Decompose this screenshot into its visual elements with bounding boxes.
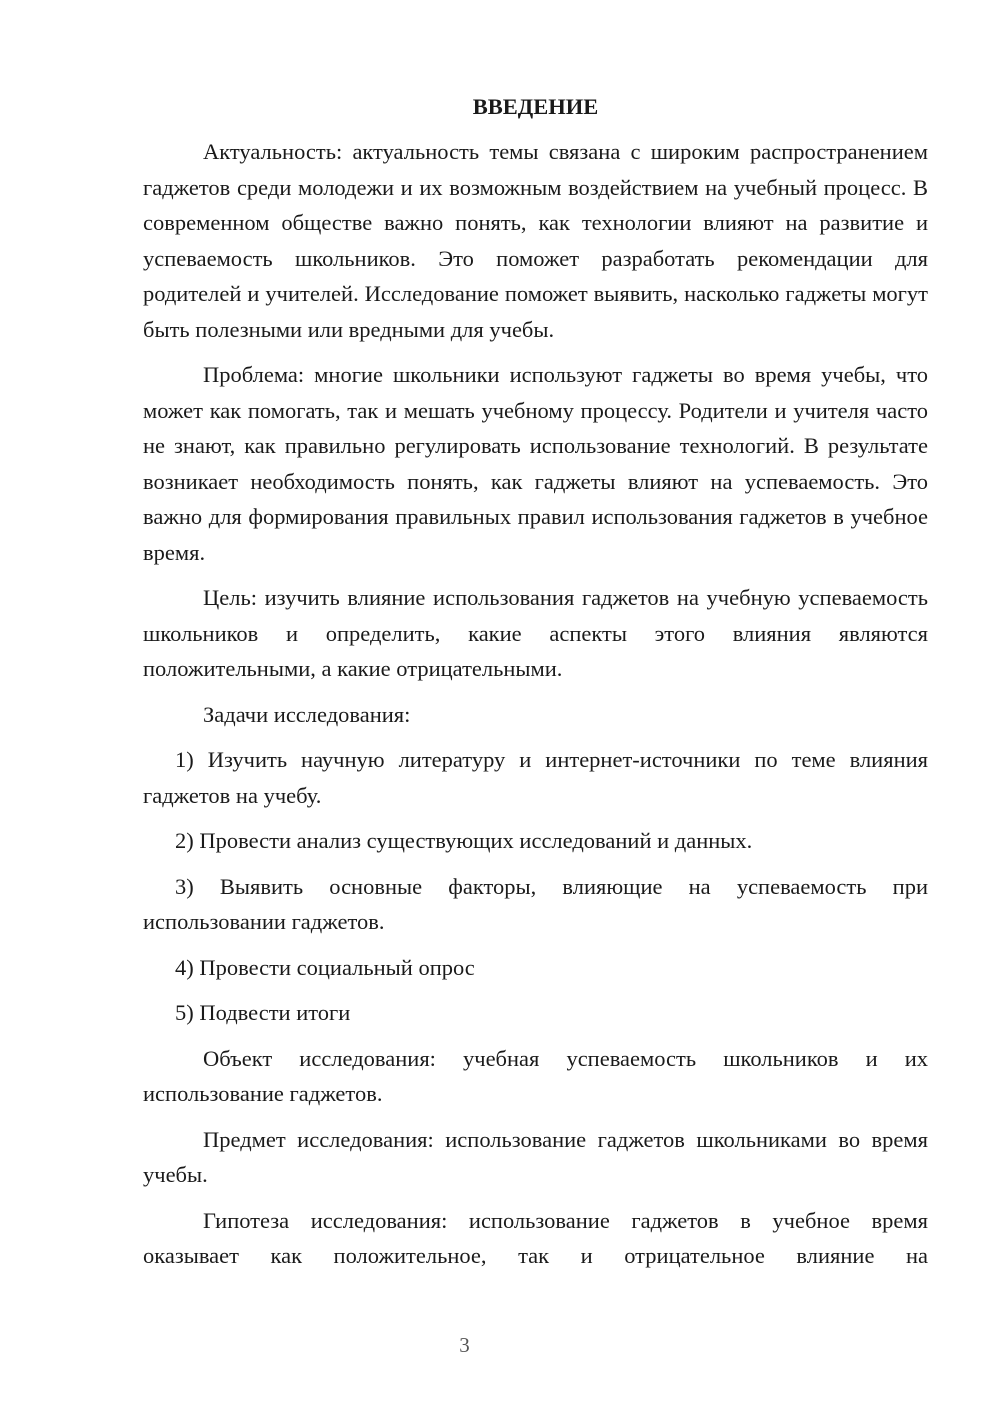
task-item-3: 3) Выявить основные факторы, влияющие на успеваемость при использовании гаджетов. [143,873,928,934]
task-item-5: 5) Подвести итоги [175,1000,351,1025]
paragraph-hypothesis: Гипотеза исследования: использование гаджетов в учебное время оказывает как положительное, так и отрицательное влияние на [143,1207,928,1268]
paragraph-goal: Цель: изучить влияние использования гаджетов на учебную успеваемость школьников и определить, какие аспекты этого влияния являются положительными, а какие отрицательными. [143,585,928,681]
paragraph-object: Объект исследования: учебная успеваемость школьников и их использование гаджетов. [143,1045,928,1106]
task-item-1: 1) Изучить научную литературу и интернет-источники по теме влияния гаджетов на учебу. [143,747,928,808]
page-number: 3 [459,1333,470,1357]
task-item-4: 4) Провести социальный опрос [175,954,475,980]
section-title: ВВЕДЕНИЕ [472,94,599,119]
paragraph-relevance: Актуальность: актуальность темы связана с широким распространением гаджетов среди молодежи и их возможным воздействием на учебный процесс. В современном обществе важно понять, как технологии влияют на развитие и успеваемость школьников. Это поможет разработать рекомендации для родителей и учителей. Исследование поможет выявить, насколько гаджеты могут быть полезными или вредными для учебы. [143,139,928,342]
tasks-heading: Задачи исследования: [203,701,411,727]
paragraph-subject: Предмет исследования: использование гаджетов школьниками во время учебы. [143,1126,928,1187]
paragraph-problem: Проблема: многие школьники используют гаджеты во время учебы, что может как помогать, так и мешать учебному процессу. Родители и учителя часто не знают, как правильно регулировать использование технологий. В результате возникает необходимость понять, как гаджеты влияют на успеваемость. Это важно для формирования правильных правил использования гаджетов в учебное время. [143,362,928,565]
document-page [143,92,928,1284]
task-item-2: 2) Провести анализ существующих исследований и данных. [175,828,753,853]
